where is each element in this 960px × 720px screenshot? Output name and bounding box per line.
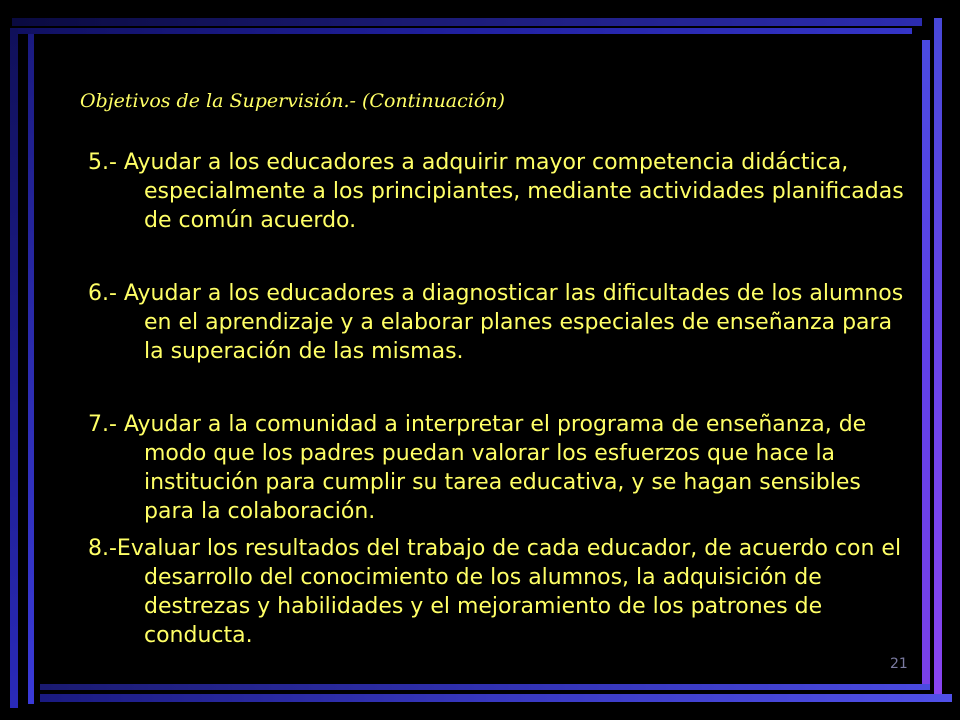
objective-item-7: 7.- Ayudar a la comunidad a interpretar el programa de enseñanza, de modo que los padres puedan valorar los esfuerzos que hace la institución para cumplir su tarea educativa, y se hagan sensibles para la colaboración. [88, 412, 867, 524]
objective-item-5: 5.- Ayudar a los educadores a adquirir mayor competencia didáctica, especialmente a los principiantes, mediante actividades planificadas de común acuerdo. [88, 150, 904, 233]
frame-top-bar-inner [12, 28, 912, 34]
objective-item-6: 6.- Ayudar a los educadores a diagnosticar las dificultades de los alumnos en el aprendizaje y a elaborar planes especiales de enseñanza para la superación de las mismas. [88, 281, 904, 364]
frame-right-bar-inner [922, 40, 930, 690]
page-number: 21 [890, 656, 908, 672]
frame-bottom-bar-inner [40, 684, 930, 690]
frame-right-bar [934, 18, 942, 698]
objectives-list [88, 148, 908, 650]
frame-left-bar-inner [28, 34, 34, 704]
frame-left-bar [10, 28, 18, 708]
objective-item-8: 8.-Evaluar los resultados del trabajo de cada educador, de acuerdo con el desarrollo del conocimiento de los alumnos, la adquisición de destrezas y habilidades y el mejoramiento de los patrones de conducta. [88, 536, 902, 648]
frame-top-bar [12, 18, 922, 26]
frame-bottom-bar [40, 694, 952, 702]
slide-title: Objetivos de la Supervisión.- (Continuación) [80, 90, 505, 112]
